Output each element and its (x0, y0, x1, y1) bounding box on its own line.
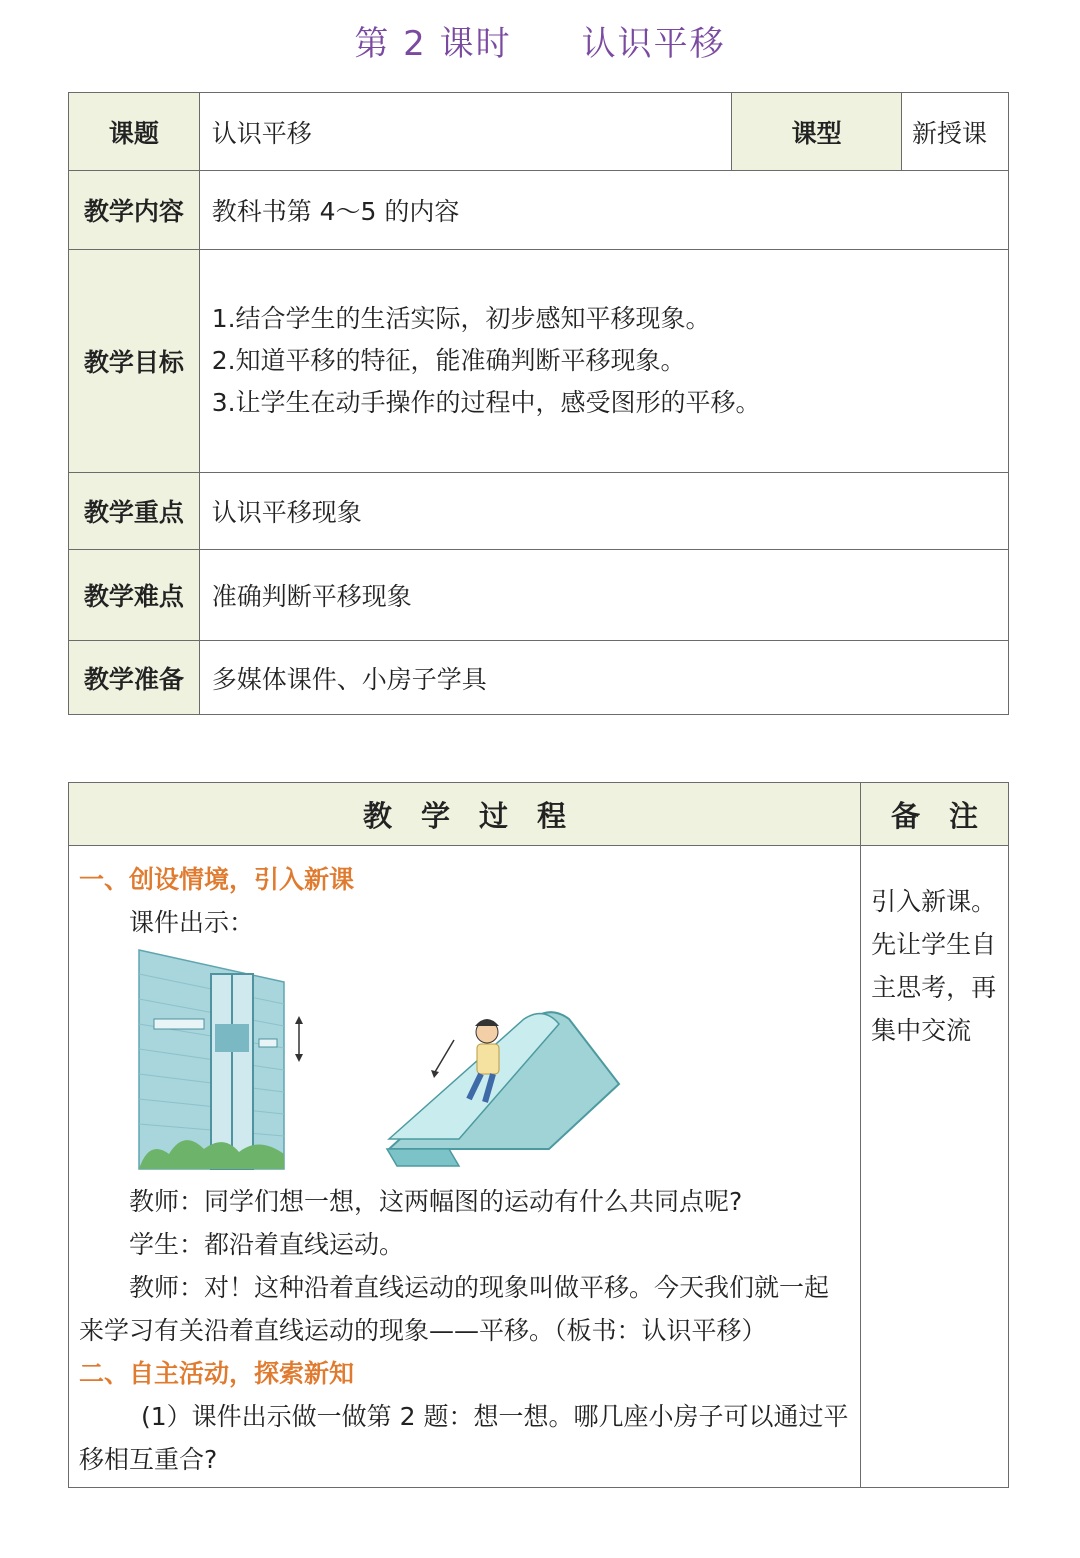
section-1-title: 一、创设情境，引入新课 (79, 865, 355, 894)
goal-item: 2.知道平移的特征，能准确判断平移现象。 (211, 346, 686, 375)
topic-label: 课题 (69, 93, 200, 171)
goal-item: 1.结合学生的生活实际，初步感知平移现象。 (211, 304, 711, 333)
lesson-title: 认识平移 (581, 24, 726, 64)
process-header: 教 学 过 程 (69, 783, 861, 846)
note-text: 引入新课。先让学生自主思考，再集中交流 (861, 846, 1009, 1488)
page-title (0, 16, 1080, 65)
dialog-line: 教师：同学们想一想，这两幅图的运动有什么共同点呢? (129, 1187, 743, 1216)
illustration (79, 944, 850, 1180)
difficulty-label: 教学难点 (69, 550, 200, 641)
dialog-line: 教师：对！这种沿着直线运动的现象叫做平移。今天我们就一起来学习有关沿着直线运动的现象——平移。（板书：认识平移） (79, 1273, 830, 1345)
step-1-text: (1）课件出示做一做第 2 题：想一想。哪几座小房子可以通过平移相互重合? (79, 1402, 849, 1474)
info-table (68, 92, 1009, 715)
key-point-label: 教学重点 (69, 473, 200, 550)
note-header: 备 注 (861, 783, 1009, 846)
difficulty-value: 准确判断平移现象 (199, 550, 1008, 641)
type-value: 新授课 (902, 93, 1009, 171)
preparation-value: 多媒体课件、小房子学具 (199, 641, 1008, 715)
goals-label: 教学目标 (69, 250, 200, 473)
process-body (69, 846, 861, 1488)
goal-item: 3.让学生在动手操作的过程中，感受图形的平移。 (211, 388, 761, 417)
section-2-title: 二、自主活动，探索新知 (79, 1359, 355, 1388)
slide-illustration (387, 1012, 619, 1166)
lesson-number: 第 2 课时 (354, 24, 512, 64)
elevator-building-illustration (139, 950, 303, 1169)
type-label: 课型 (732, 93, 902, 171)
content-label: 教学内容 (69, 171, 200, 250)
content-value: 教科书第 4～5 的内容 (199, 171, 1008, 250)
preparation-label: 教学准备 (69, 641, 200, 715)
key-point-value: 认识平移现象 (199, 473, 1008, 550)
goals-list (199, 250, 1008, 473)
dialog-line: 学生：都沿着直线运动。 (129, 1230, 405, 1259)
topic-value: 认识平移 (199, 93, 732, 171)
process-table (68, 782, 1009, 1488)
courseware-show: 课件出示： (129, 908, 255, 937)
